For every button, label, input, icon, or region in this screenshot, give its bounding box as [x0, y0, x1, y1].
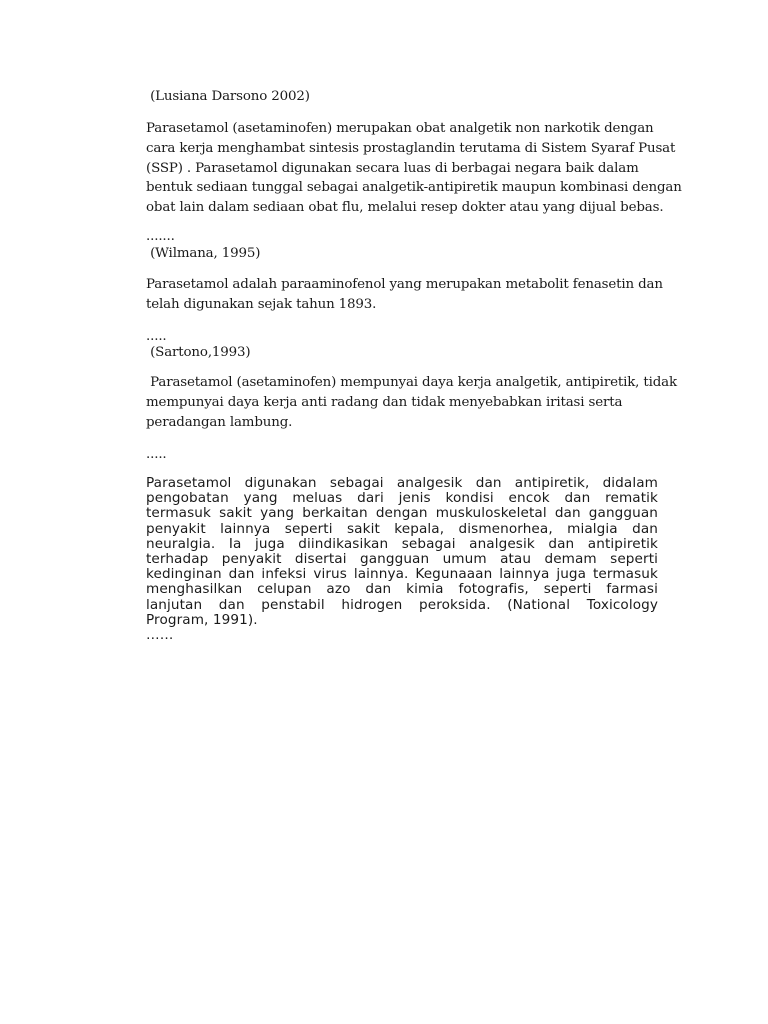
paragraph-line: kedinginan dan infeksi virus lainnya. Kegunaaan lainnya juga termasuk — [146, 566, 658, 583]
paragraph-line: cara kerja menghambat sintesis prostaglandin terutama di Sistem Syaraf Pusat — [146, 140, 676, 156]
paragraph-line: neuralgia. Ia juga diindikasikan sebagai analgesik dan antipiretik — [146, 535, 658, 552]
paragraph-line: Program, 1991). — [146, 611, 258, 628]
paragraph-line: mempunyai daya kerja anti radang dan tidak menyebabkan iritasi serta — [146, 394, 623, 410]
ellipsis-separator: ..... — [146, 329, 167, 344]
paragraph-line: pengobatan yang meluas dari jenis kondisi encok dan rematik — [146, 490, 658, 507]
ellipsis-separator: ..... — [146, 447, 167, 462]
paragraph-parasetamol-definition — [146, 119, 682, 218]
paragraph-line: Parasetamol (asetaminofen) mempunyai daya kerja analgetik, antipiretik, tidak — [146, 375, 677, 390]
paragraph-line: termasuk sakit yang berkaitan dengan muskuloskeletal dan gangguan — [146, 505, 658, 522]
ellipsis-separator: ....... — [146, 229, 175, 244]
paragraph-line: telah digunakan sejak tahun 1893. — [146, 296, 377, 312]
paragraph-line: obat lain dalam sediaan obat flu, melalui resep dokter atau yang dijual bebas. — [146, 200, 664, 216]
paragraph-line: bentuk sediaan tunggal sebagai analgetik-antipiretik maupun kombinasi dengan — [146, 180, 682, 196]
paragraph-line: Parasetamol digunakan sebagai analgesik dan antipiretik, didalam — [146, 475, 658, 491]
paragraph-line: (SSP) . Parasetamol digunakan secara luas di berbagai negara baik dalam — [146, 160, 639, 176]
paragraph-line: Parasetamol adalah paraaminofenol yang merupakan metabolit fenasetin dan — [146, 277, 663, 292]
paragraph-line: Parasetamol (asetaminofen) merupakan obat analgetik non narkotik dengan — [146, 121, 654, 136]
paragraph-paraaminofenol — [146, 275, 663, 315]
paragraph-line: penyakit lainnya seperti sakit kepala, dismenorhea, mialgia dan — [146, 520, 658, 537]
paragraph-line: menghasilkan celupan azo dan kimia fotografis, seperti farmasi — [146, 581, 658, 598]
paragraph-national-toxicology — [146, 476, 658, 643]
ellipsis-separator: …… — [146, 627, 174, 644]
paragraph-line: lanjutan dan penstabil hidrogen peroksida. (National Toxicology — [146, 596, 658, 613]
citation-sartono: (Sartono,1993) — [146, 345, 251, 360]
paragraph-line: peradangan lambung. — [146, 414, 293, 430]
citation-wilmana: (Wilmana, 1995) — [146, 246, 261, 261]
paragraph-line: terhadap penyakit disertai gangguan umum atau demam seperti — [146, 551, 658, 568]
citation-lusiana-darsono: (Lusiana Darsono 2002) — [146, 89, 310, 104]
paragraph-analgetik-antipiretik — [146, 373, 677, 432]
